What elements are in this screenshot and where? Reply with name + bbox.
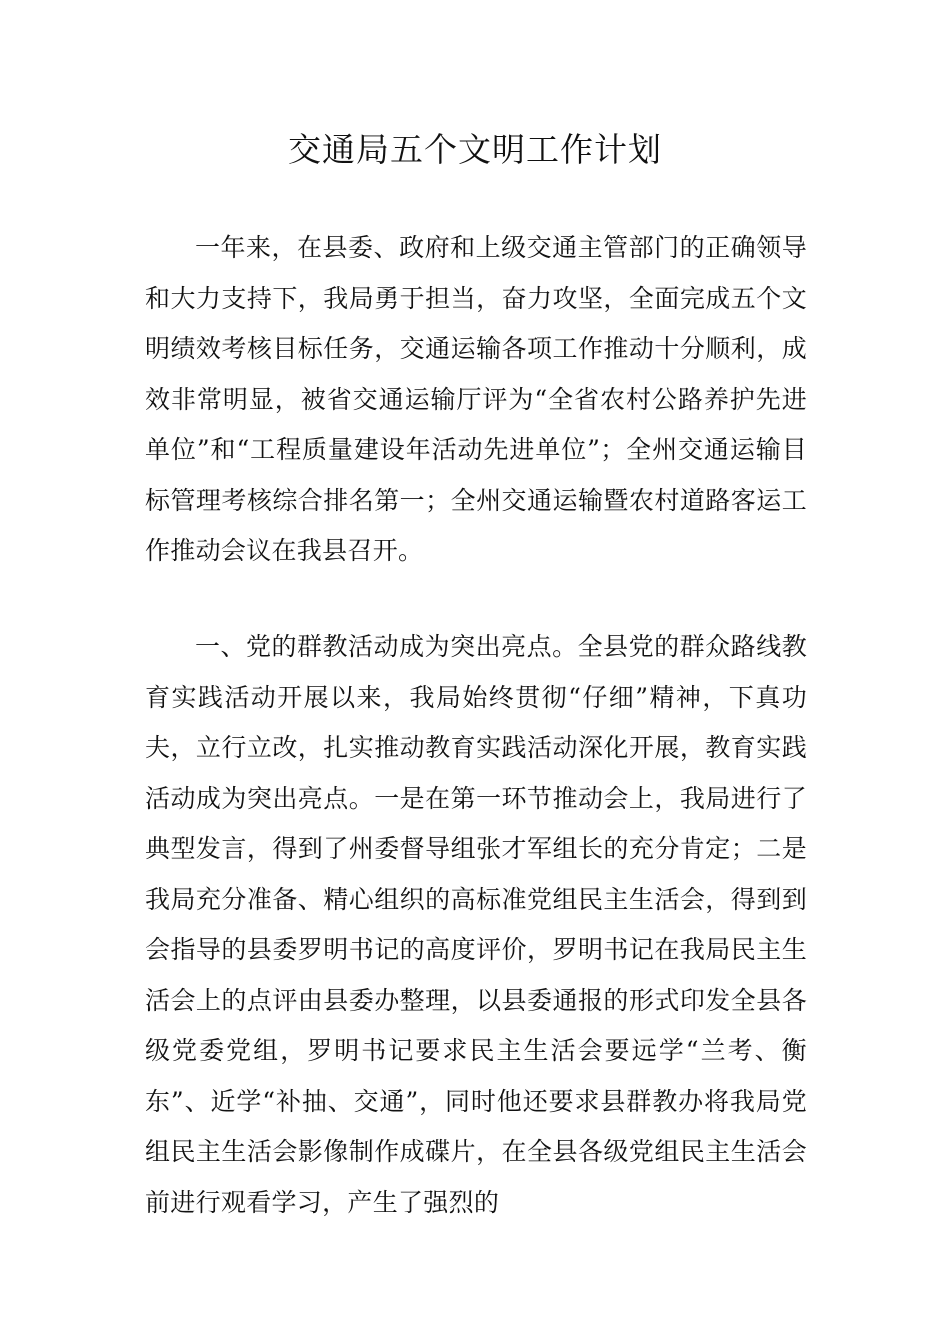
- paragraph-intro: 一年来，在县委、政府和上级交通主管部门的正确领导和大力支持下，我局勇于担当，奋力攻坚，全面完成五个文明绩效考核目标任务，交通运输各项工作推动十分顺利，成效非常明显，被省交通运输厅评为“全省农村公路养护先进单位”和“工程质量建设年活动先进单位”；全州交通运输目标管理考核综合排名第一；全州交通运输暨农村道路客运工作推动会议在我县召开。: [145, 233, 807, 565]
- paragraph-section-1: 一、党的群教活动成为突出亮点。全县党的群众路线教育实践活动开展以来，我局始终贯彻“仔细”精神，下真功夫，立行立改，扎实推动教育实践活动深化开展，教育实践活动成为突出亮点。一是在第一环节推动会上，我局进行了典型发言，得到了州委督导组张才军组长的充分肯定；二是我局充分准备、精心组织的高标准党组民主生活会，得到到会指导的县委罗明书记的高度评价，罗明书记在我局民主生活会上的点评由县委办整理，以县委通报的形式印发全县各级党委党组，罗明书记要求民主生活会要远学“兰考、衡东”、近学“补抽、交通”，同时他还要求县群教办将我局党组民主生活会影像制作成碟片，在全县各级党组民主生活会前进行观看学习，产生了强烈的: [145, 632, 807, 1217]
- document-title: 交通局五个文明工作计划: [288, 130, 662, 169]
